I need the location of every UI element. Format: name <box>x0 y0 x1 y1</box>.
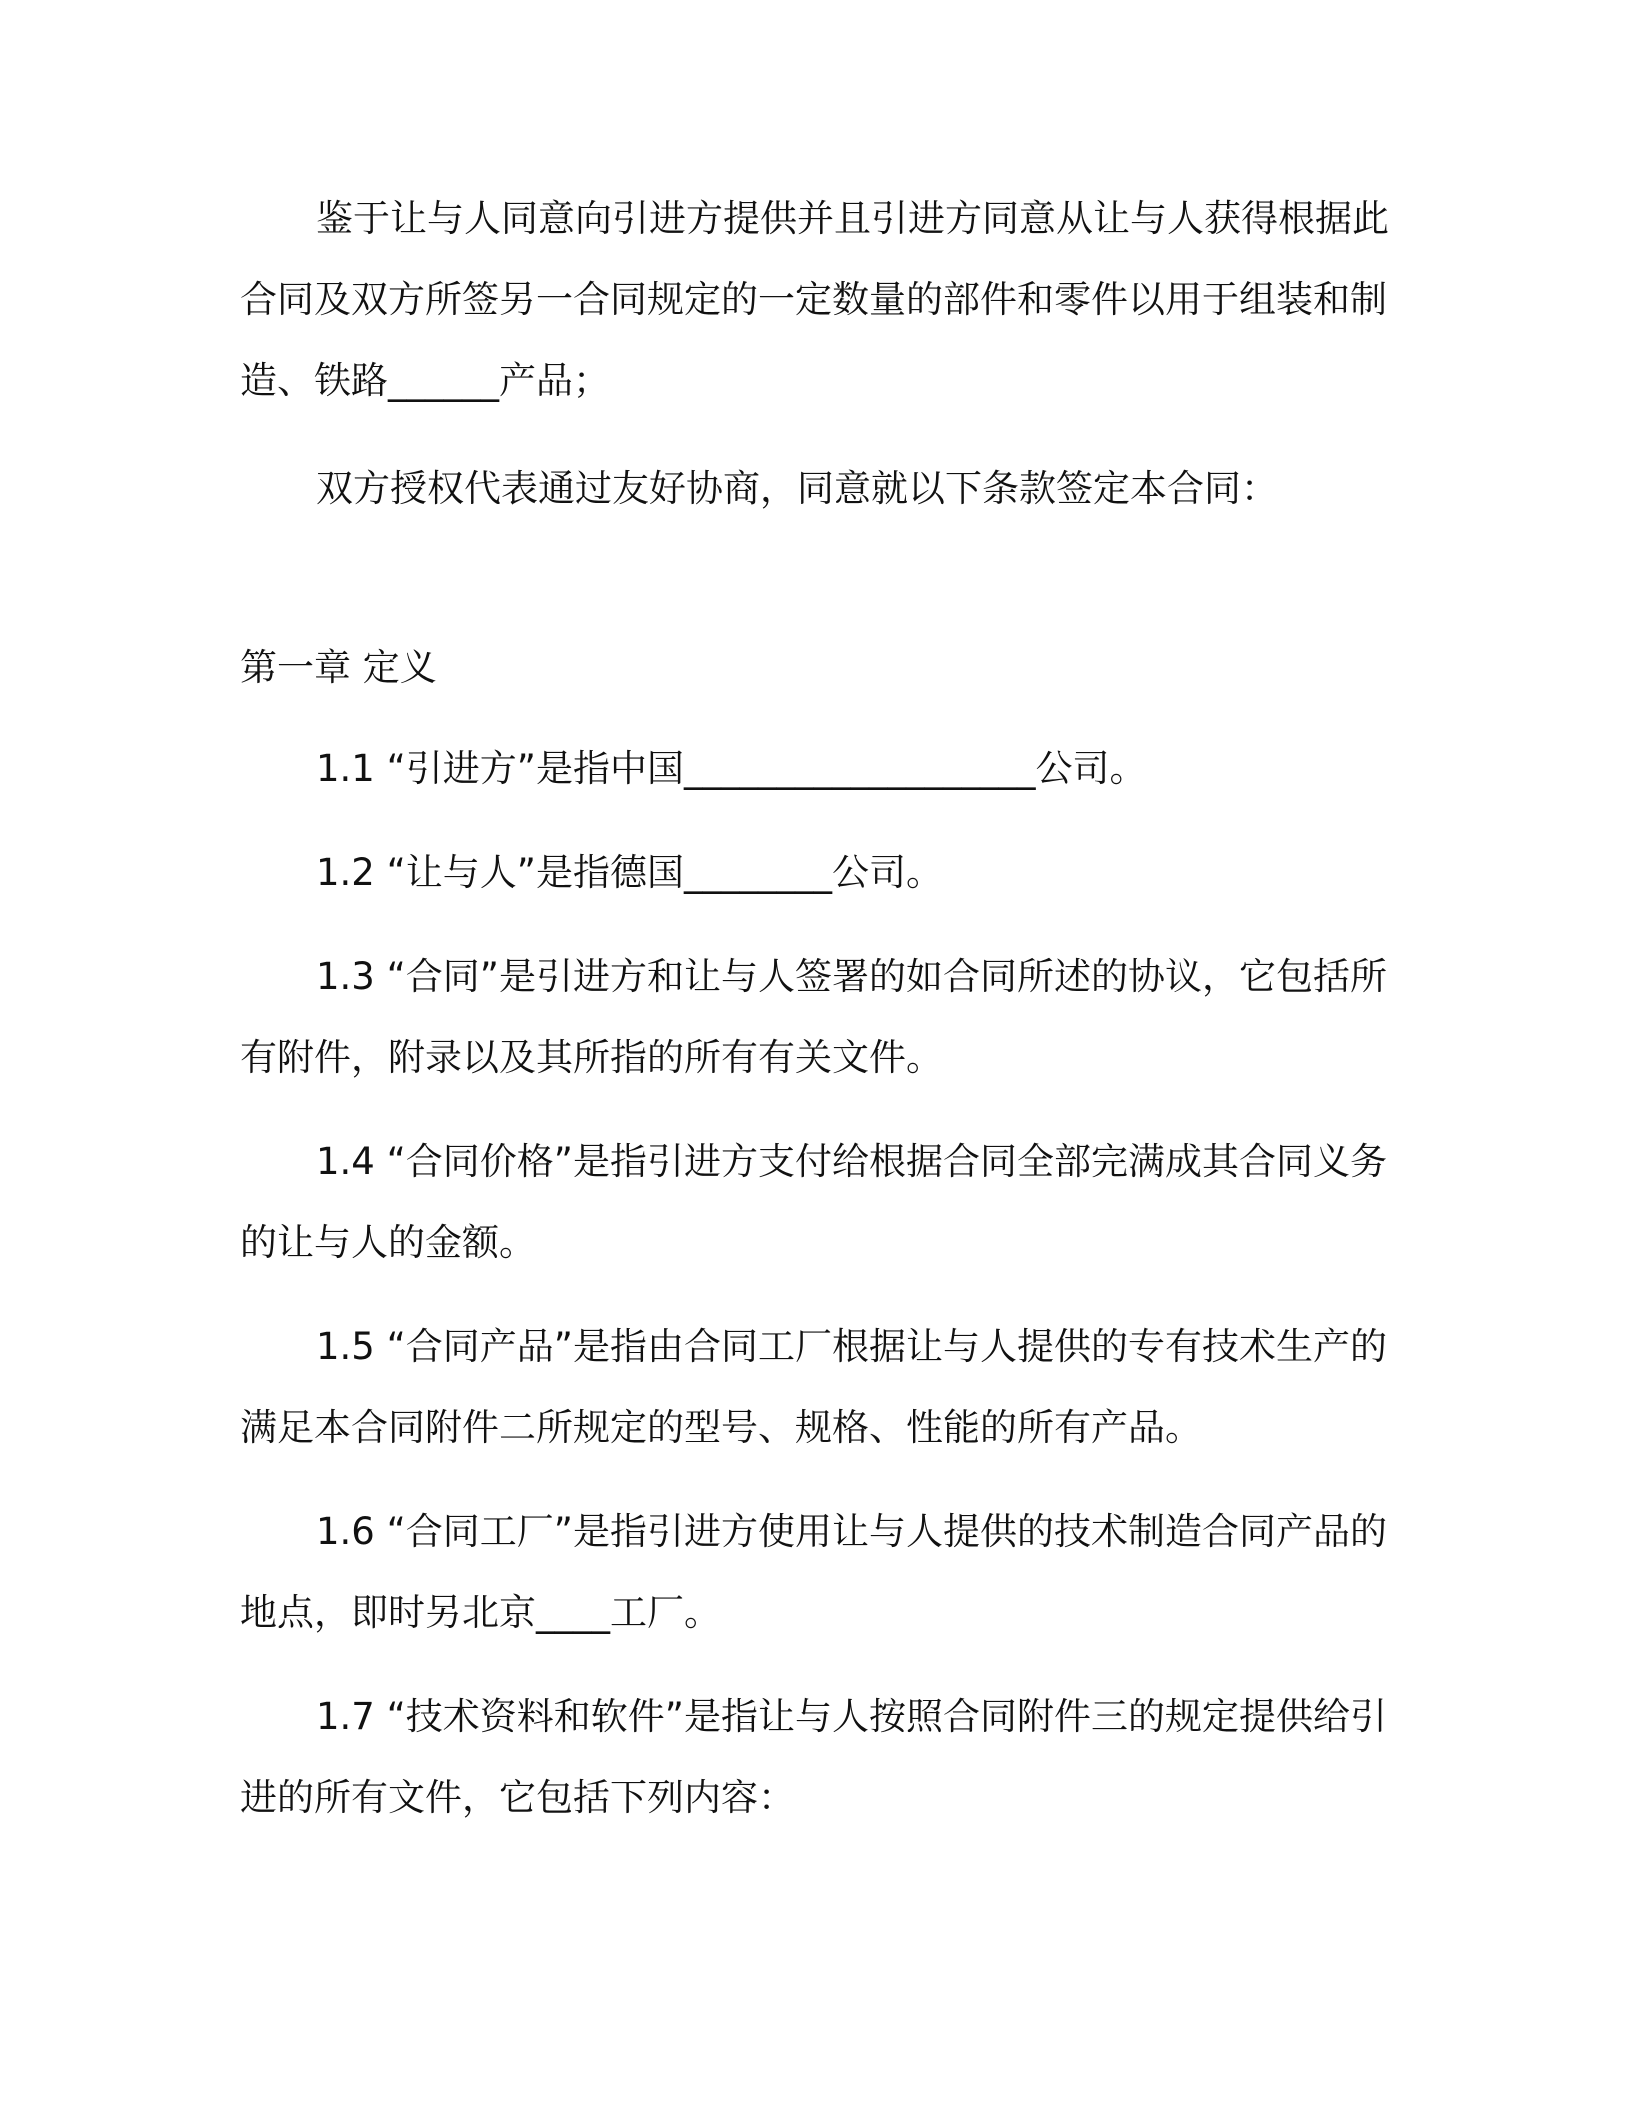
clause-1-2: 1.2 “让与人”是指德国________公司。 <box>316 851 943 894</box>
clause-1-7: 1.7 “技术资料和软件”是指让与人按照合同附件三的规定提供给引进的所有文件，它包括下列内容： <box>240 1695 1387 1819</box>
clause-1-4: 1.4 “合同价格”是指引进方支付给根据合同全部完满成其合同义务的让与人的金额。 <box>240 1140 1387 1264</box>
preamble-paragraph-2: 双方授权代表通过友好协商，同意就以下条款签定本合同： <box>316 467 1278 510</box>
chapter-title: 第一章 定义 <box>240 646 437 689</box>
clause-1-1: 1.1 “引进方”是指中国___________________公司。 <box>316 747 1147 790</box>
clause-1-5: 1.5 “合同产品”是指由合同工厂根据让与人提供的专有技术生产的满足本合同附件二所规定的型号、规格、性能的所有产品。 <box>240 1325 1387 1449</box>
clause-1-3: 1.3 “合同”是引进方和让与人签署的如合同所述的协议，它包括所有附件，附录以及其所指的所有有关文件。 <box>240 955 1387 1079</box>
preamble-paragraph-1: 鉴于让与人同意向引进方提供并且引进方同意从让与人获得根据此合同及双方所签另一合同规定的一定数量的部件和零件以用于组装和制造、铁路______产品； <box>240 197 1389 402</box>
document-body <box>240 178 1390 1838</box>
clause-1-6: 1.6 “合同工厂”是指引进方使用让与人提供的技术制造合同产品的地点，即时另北京____工厂。 <box>240 1510 1387 1634</box>
